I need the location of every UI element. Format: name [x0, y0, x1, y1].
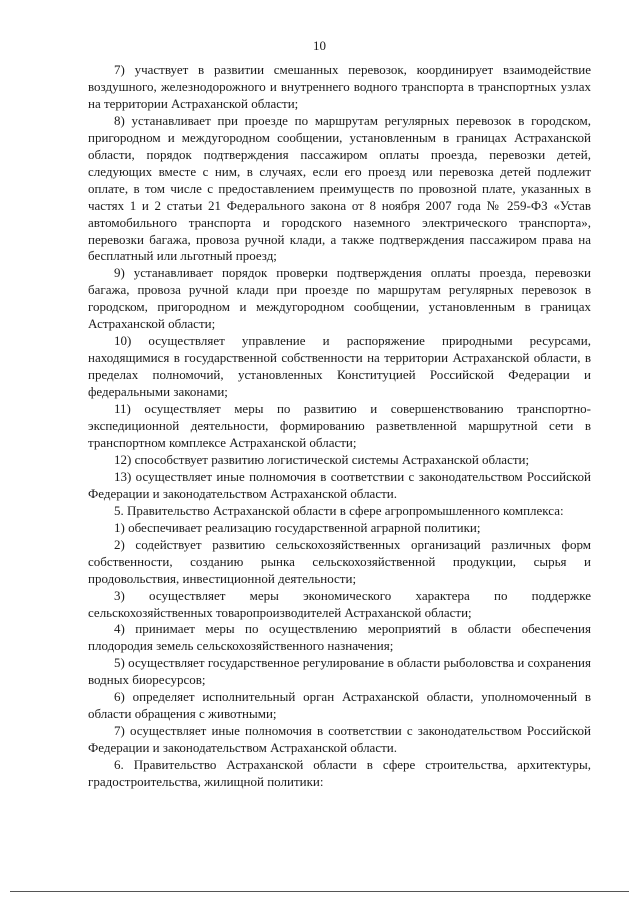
paragraph-transport-8: 8) устанавливает при проезде по маршрутам регулярных перевозок в городском, пригородном и междугородном сообщении, установленным в границах Астраханской области, порядок подтверждения пассажиром оплаты проезда, перевозки детей, следующих вместе с ним, в случаях, если его проезд или перевозка детей подлежит оплате, в том числе с предоставлением преимуществ по провозной плате, указанных в частях 1 и 2 статьи 21 Федерального закона от 8 ноября 2007 года № 259-ФЗ «Устав автомобильного транспорта и городского наземного электрического транспорта», перевозки багажа, провоза ручной клади, а также подтверждения пассажиром права на бесплатный или льготный проезд;	[88, 112, 591, 264]
page-number: 10	[313, 38, 326, 53]
section-heading-agro: 5. Правительство Астраханской области в сфере агропромышленного комплекса:	[114, 502, 564, 518]
document-body	[88, 62, 591, 791]
paragraph-transport-11: 11) осуществляет меры по развитию и совершенствованию транспортно-экспедиционной деятельности, формированию разветвленной маршрутной сети в транспортном комплексе Астраханской области;	[88, 401, 591, 450]
paragraph-agro-2: 2) содействует развитию сельскохозяйственных организаций различных форм собственности, созданию рынка сельскохозяйственной продукции, сырья и продовольствия, инвестиционной деятельности;	[88, 536, 591, 586]
paragraph-agro-5: 5) осуществляет государственное регулирование в области рыболовства и сохранения водных биоресурсов;	[88, 655, 591, 688]
paragraph-transport-12: 12) способствует развитию логистической системы Астраханской области;	[114, 451, 530, 467]
paragraph-transport-10: 10) осуществляет управление и распоряжение природными ресурсами, находящимися в государственной собственности на территории Астраханской области, в пределах полномочий, установленных Конституцией Российской Федерации и федеральными законами;	[88, 333, 591, 400]
paragraph-agro-1: 1) обеспечивает реализацию государственной аграрной политики;	[114, 519, 481, 535]
paragraph-agro-7: 7) осуществляет иные полномочия в соответствии с законодательством Российской Федерации и законодательством Астраханской области.	[88, 723, 591, 756]
paragraph-agro-3: 3) осуществляет меры экономического характера по поддержке сельскохозяйственных товаропроизводителей Астраханской области;	[88, 587, 591, 620]
bottom-edge-line	[10, 891, 629, 892]
section-heading-construction: 6. Правительство Астраханской области в сфере строительства, архитектуры, градостроительства, жилищной политики:	[88, 757, 591, 790]
paragraph-agro-6: 6) определяет исполнительный орган Астраханской области, уполномоченный в области обращения с животными;	[88, 689, 591, 722]
paragraph-transport-9: 9) устанавливает порядок проверки подтверждения оплаты проезда, перевозки багажа, провоза ручной клади при проезде по маршрутам регулярных перевозок в городском, пригородном и междугородном сообщении, установленным в границах Астраханской области;	[88, 265, 591, 332]
paragraph-transport-13: 13) осуществляет иные полномочия в соответствии с законодательством Российской Федерации и законодательством Астраханской области.	[88, 468, 591, 501]
paragraph-transport-7: 7) участвует в развитии смешанных перевозок, координирует взаимодействие воздушного, железнодорожного и внутреннего водного транспорта в транспортных узлах на территории Астраханской области;	[88, 62, 591, 111]
paragraph-agro-4: 4) принимает меры по осуществлению мероприятий в области обеспечения плодородия земель сельскохозяйственного назначения;	[88, 621, 591, 654]
